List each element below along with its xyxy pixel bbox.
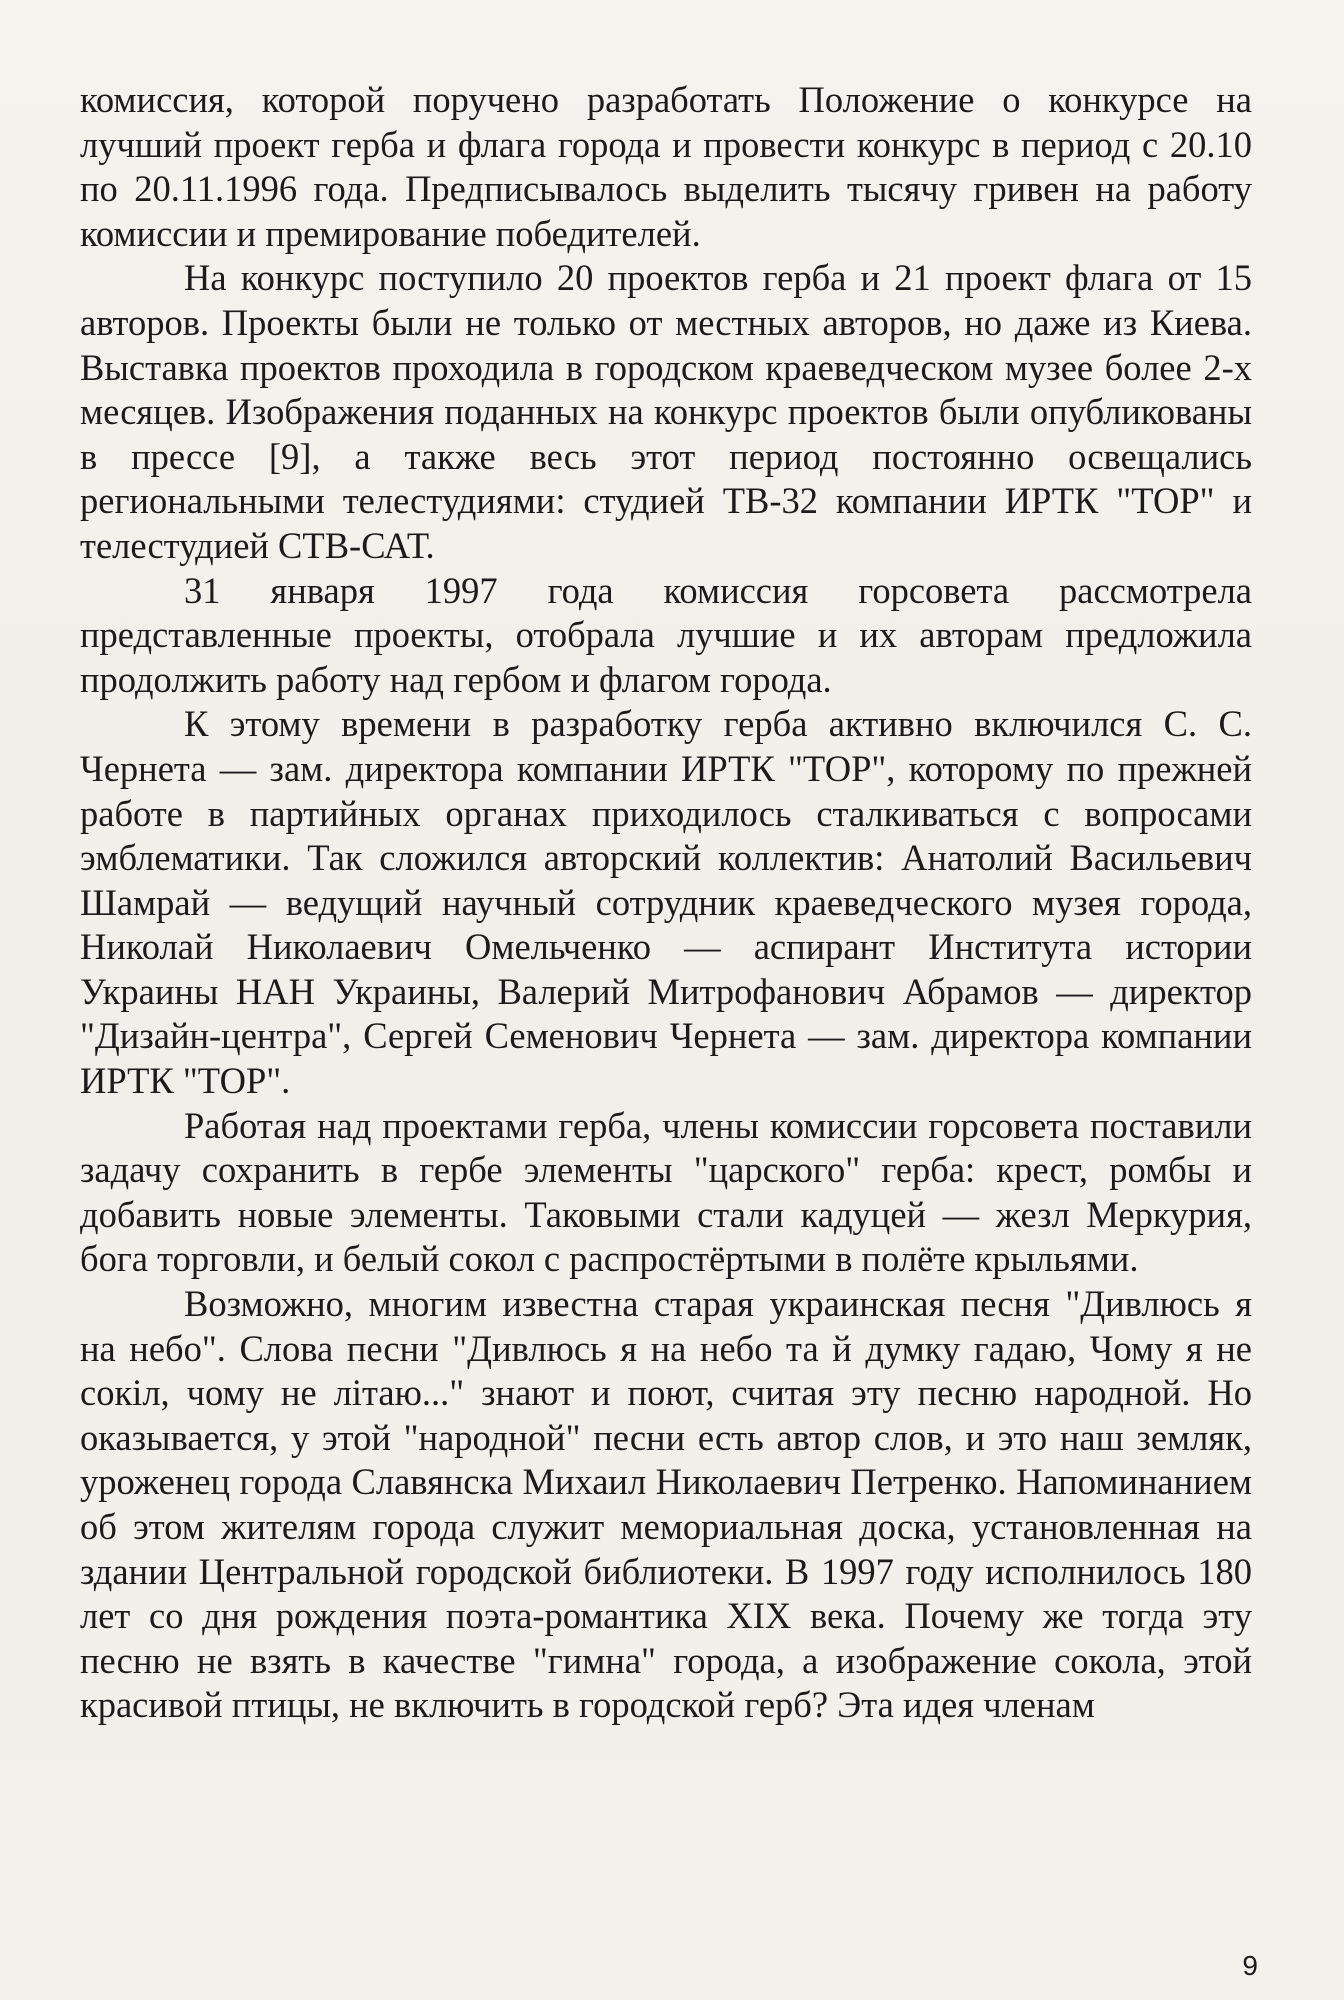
paragraph-6: Возможно, многим известна старая украинская песня "Дивлюсь я на небо". Слова песни "Дивлюсь я на небо та й думку гадаю, Чому я не сокіл, чому не літаю..." знают и поют, считая эту песню народной. Но оказывается, у этой "народной" песни есть автор слов, и это наш земляк, уроженец города Славянска Михаил Николаевич Петренко. Напоминанием об этом жителям города служит мемориальная доска, установленная на здании Центральной городской библиотеки. В 1997 году исполнилось 180 лет со дня рождения поэта-романтика XIX века. Почему же тогда эту песню не взять в качестве "гимна" города, а изображение сокола, этой красивой птицы, не включить в городской герб? Эта идея членам [80,1283,1252,1726]
paragraph-3: 31 января 1997 года комиссия горсовета рассмотрела представленные проекты, отобрала лучшие и их авторам предложила продолжить работу над гербом и флагом города. [80,569,1252,700]
paragraph-5: Работая над проектами герба, члены комиссии горсовета поставили задачу сохранить в гербе элементы "царского" герба: крест, ромбы и добавить новые элементы. Таковыми стали кадуцей — жезл Меркурия, бога торговли, и белый сокол с распростёртыми в полёте крыльями. [80,1104,1252,1280]
page-number: 9 [1242,1950,1258,1981]
body-text [80,78,1252,1728]
paragraph-1: комиссия, которой поручено разработать Положение о конкурсе на лучший проект герба и флага города и провести конкурс в период с 20.10 по 20.11.1996 года. Предписывалось выделить тысячу гривен на работу комиссии и премирование победителей. [80,79,1252,254]
paragraph-4: К этому времени в разработку герба активно включился С. С. Чернета — зам. директора компании ИРТК "ТОР", которому по прежней работе в партийных органах приходилось сталкиваться с вопросами эмблематики. Так сложился авторский коллектив: Анатолий Васильевич Шамрай — ведущий научный сотрудник краеведческого музея города, Николай Николаевич Омельченко — аспирант Института истории Украины НАН Украины, Валерий Митрофанович Абрамов — директор "Дизайн-центра", Сергей Семенович Чернета — зам. директора компании ИРТК "ТОР". [80,703,1252,1102]
paragraph-2: На конкурс поступило 20 проектов герба и 21 проект флага от 15 авторов. Проекты были не только от местных авторов, но даже из Киева. Выставка проектов проходила в городском краеведческом музее более 2-х месяцев. Изображения поданных на конкурс проектов были опубликованы в прессе [9], а также весь этот период постоянно освещались региональными телестудиями: студией ТВ-32 компании ИРТК "ТОР" и телестудией СТВ-САТ. [80,257,1252,566]
